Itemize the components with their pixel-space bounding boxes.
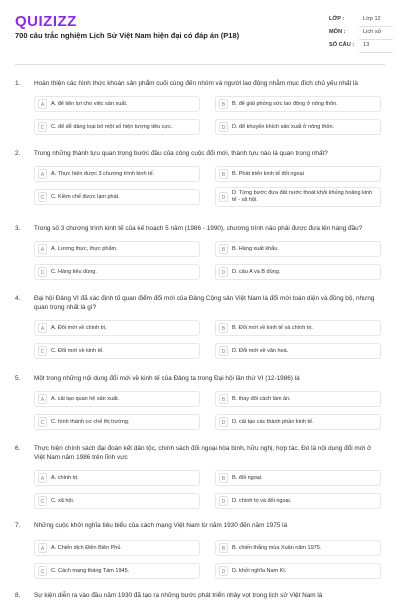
option-text: A. Thực hiện được 3 chương trình kinh tế.	[51, 171, 155, 177]
option-d[interactable]	[215, 493, 381, 509]
option-text: D. khởi nghĩa Nam Kì.	[232, 568, 287, 574]
meta-value: Lớp 12	[363, 16, 381, 22]
meta-table	[329, 14, 393, 53]
option-a[interactable]	[34, 320, 200, 336]
option-d[interactable]	[215, 414, 381, 430]
option-d[interactable]	[215, 343, 381, 359]
option-letter: C	[38, 417, 47, 427]
meta-value: Lịch sử	[363, 29, 382, 35]
option-d[interactable]	[215, 187, 381, 207]
option-d[interactable]	[215, 119, 381, 135]
question-text: Những cuộc khởi nghĩa tiêu biểu của cách mạng Việt Nam từ năm 1930 đến năm 1975 là	[34, 522, 288, 529]
meta-key: LỚP :	[329, 16, 345, 22]
option-d[interactable]	[215, 264, 381, 280]
option-letter: A	[38, 323, 47, 333]
option-letter: B	[219, 244, 228, 254]
meta-value: 13	[363, 42, 370, 48]
question-text: Một trong những nội dung đổi mới về kinh tế của Đảng ta trong Đại hội lần thứ VI (12-1986) là	[34, 375, 300, 382]
option-letter: A	[38, 99, 47, 109]
option-letter: B	[219, 394, 228, 404]
option-text: A. Chiến dịch Điện Biên Phủ.	[51, 545, 122, 551]
option-letter: C	[38, 192, 47, 202]
option-text: A. để tiện lợi cho việc sản xuất.	[51, 101, 128, 107]
option-a[interactable]	[34, 540, 200, 556]
question-number: 8.	[15, 592, 21, 599]
meta-key: MÔN :	[329, 29, 346, 35]
option-text: B. chiến thắng mùa Xuân năm 1975.	[232, 545, 322, 551]
option-text: A. Lương thực, thực phẩm.	[51, 246, 118, 252]
option-b[interactable]	[215, 320, 381, 336]
header-divider	[15, 64, 385, 65]
option-letter: D	[219, 417, 228, 427]
option-text: A. chính trị.	[51, 475, 79, 481]
option-letter: B	[219, 99, 228, 109]
option-letter: A	[38, 169, 47, 179]
option-c[interactable]	[34, 264, 200, 280]
option-text: B. đối ngoại.	[232, 475, 263, 481]
option-letter: D	[219, 122, 228, 132]
option-b[interactable]	[215, 241, 381, 257]
option-b[interactable]	[215, 470, 381, 486]
meta-row-subject	[329, 27, 393, 40]
option-letter: C	[38, 566, 47, 576]
question-text: Sự kiện diễn ra vào đầu năm 1930 đã tạo ra những bước phát triển nhảy vọt trong lịch sử Việt Nam là	[34, 592, 323, 599]
option-text: D. Đổi mới về văn hoá.	[232, 348, 289, 354]
question-text: Trong những thành tựu quan trọng bước đầu của công cuộc đổi mới, thành tựu nào là quan trọng nhất?	[34, 150, 328, 157]
question-number: 1.	[15, 80, 21, 87]
option-text: D. chính trị và đối ngoại.	[232, 498, 292, 504]
option-d[interactable]	[215, 563, 381, 579]
option-text: C. để dễ dàng loại bỏ một số hiện tượng tiêu cực.	[51, 124, 173, 130]
option-a[interactable]	[34, 166, 200, 182]
question-text: Trong số 3 chương trình kinh tế của kế hoạch 5 năm (1986 - 1990), chương trình nào phải được đưa lên hàng đầu?	[34, 225, 363, 232]
option-letter: A	[38, 473, 47, 483]
option-letter: B	[219, 473, 228, 483]
option-text: C. Hàng tiêu dùng.	[51, 269, 97, 275]
option-c[interactable]	[34, 343, 200, 359]
question-text: Thực hiện chính sách đại đoàn kết dân tộc, chính sách đối ngoại hòa bình, hữu nghị, hợp tác. Đó là nội dung đổi mới ở Việt Nam năm 1986 trên lĩnh vực	[34, 445, 372, 461]
meta-row-count	[329, 40, 393, 53]
question-number: 6.	[15, 445, 21, 452]
option-letter: B	[219, 543, 228, 553]
question-number: 4.	[15, 295, 21, 302]
option-text: C. xã hội.	[51, 498, 75, 504]
option-text: B. để giải phóng sức lao động ở nông thôn.	[232, 101, 338, 107]
option-a[interactable]	[34, 470, 200, 486]
option-c[interactable]	[34, 563, 200, 579]
option-a[interactable]	[34, 241, 200, 257]
option-letter: A	[38, 543, 47, 553]
question-text: Hoàn thiện các hình thức khoán sản phẩm cuối cùng đến nhóm và người lao động nhằm mục đích chủ yếu nhất là	[34, 80, 358, 87]
question-number: 7.	[15, 522, 21, 529]
option-b[interactable]	[215, 166, 381, 182]
option-a[interactable]	[34, 391, 200, 407]
option-letter: A	[38, 394, 47, 404]
option-b[interactable]	[215, 540, 381, 556]
option-text: B. thay đổi cách làm ăn.	[232, 396, 291, 402]
option-letter: C	[38, 122, 47, 132]
option-text: C. Kiềm chế được lạm phát.	[51, 194, 120, 200]
question-number: 5.	[15, 375, 21, 382]
option-letter: B	[219, 169, 228, 179]
option-text: A. cải tạo quan hệ sản xuất.	[51, 396, 120, 402]
option-c[interactable]	[34, 119, 200, 135]
quizizz-logo: QUIZIZZ	[15, 13, 77, 30]
option-letter: D	[219, 267, 228, 277]
option-letter: C	[38, 267, 47, 277]
option-text: A. Đổi mới về chính trị.	[51, 325, 107, 331]
option-letter: B	[219, 323, 228, 333]
option-text: D. cải tạo các thành phần kinh tế.	[232, 419, 314, 425]
option-text: B. Phát triển kinh tế đối ngoại	[232, 171, 304, 177]
option-letter: A	[38, 244, 47, 254]
worksheet-header	[0, 0, 400, 64]
option-text: D. để khuyến khích sản xuất ở nông thôn.	[232, 124, 335, 130]
option-c[interactable]	[34, 414, 200, 430]
meta-key: SỐ CÂU :	[329, 42, 355, 48]
option-text: D. câu A và B đúng.	[232, 269, 281, 275]
option-letter: D	[219, 496, 228, 506]
question-text: Đại hội Đảng VI đã xác định tố quan điểm đổi mới của Đảng Cộng sản Việt Nam là đổi mới toàn diện và đồng bộ, nhưng quan trọng nhất là gì?	[34, 295, 375, 311]
option-b[interactable]	[215, 391, 381, 407]
meta-row-class	[329, 14, 393, 27]
option-text: D. Từng bước đưa đất nước thoát khỏi khủng hoảng kinh tế - xã hội.	[232, 190, 373, 203]
option-letter: D	[219, 566, 228, 576]
option-c[interactable]	[34, 189, 200, 205]
option-b[interactable]	[215, 96, 381, 112]
option-text: C. Cách mạng tháng Tám 1945.	[51, 568, 130, 574]
question-number: 2.	[15, 150, 21, 157]
option-text: C. Đổi mới về kinh tế.	[51, 348, 104, 354]
worksheet-title: 700 câu trắc nghiệm Lịch Sử Việt Nam hiện đại có đáp án (P18)	[15, 31, 240, 40]
option-letter: D	[219, 346, 228, 356]
option-letter: C	[38, 346, 47, 356]
option-letter: C	[38, 496, 47, 506]
option-text: C. hình thành cơ chế thị trường.	[51, 419, 130, 425]
meta-divider	[359, 52, 393, 53]
option-text: B. Đổi mới về kinh tế và chính trị.	[232, 325, 313, 331]
option-a[interactable]	[34, 96, 200, 112]
option-text: B. Hàng xuất khẩu.	[232, 246, 279, 252]
question-number: 3.	[15, 225, 21, 232]
option-letter: D	[219, 192, 228, 202]
option-c[interactable]	[34, 493, 200, 509]
